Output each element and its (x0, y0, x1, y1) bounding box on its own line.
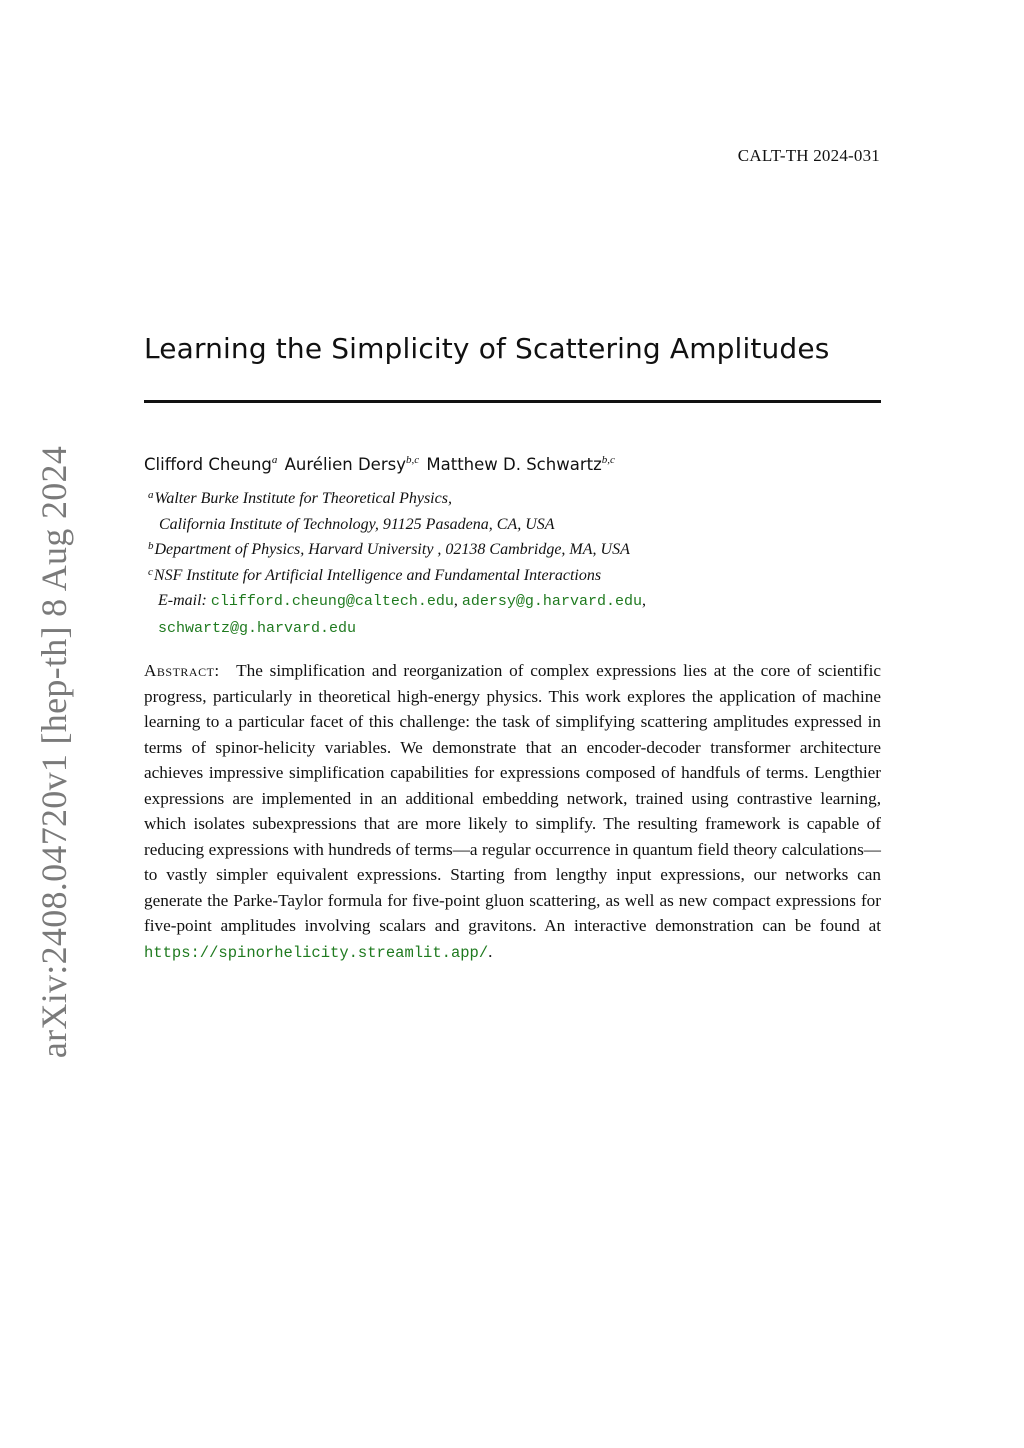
arxiv-identifier-stamp: arXiv:2408.04720v1 [hep-th] 8 Aug 2024 (34, 445, 74, 1059)
affiliation-mark: c (148, 565, 153, 578)
affiliation-text: California Institute of Technology, 91125 Pasadena, CA, USA (159, 515, 555, 533)
affiliation-text: NSF Institute for Artificial Intelligence and Fundamental Interactions (153, 566, 602, 584)
author-schwartz (426, 455, 615, 474)
affiliation-text: Walter Burke Institute for Theoretical Physics, (154, 490, 452, 507)
affiliations (148, 486, 630, 588)
email-label: E-mail: (158, 592, 207, 609)
author-list (144, 455, 617, 474)
author-affil-mark: b,c (405, 454, 420, 466)
author-cheung (144, 455, 277, 474)
affiliation-text: Department of Physics, Harvard University , 02138 Cambridge, MA, USA (154, 541, 630, 558)
abstract-label: Abstract: (144, 661, 220, 680)
paper-title: Learning the Simplicity of Scattering Amplitudes (144, 331, 830, 365)
affiliation-c (148, 563, 630, 589)
demo-link[interactable]: https://spinorhelicity.streamlit.app/ (144, 944, 489, 963)
email-link-cheung[interactable]: clifford.cheung@caltech.edu (210, 593, 454, 610)
email-block (158, 588, 646, 642)
author-name: Aurélien Dersy (284, 455, 406, 474)
email-link-schwartz[interactable]: schwartz@g.harvard.edu (158, 620, 357, 637)
author-name: Clifford Cheung (144, 455, 272, 474)
email-line-2 (158, 615, 646, 642)
title-divider (144, 400, 881, 403)
author-name: Matthew D. Schwartz (426, 455, 602, 474)
affiliation-mark: a (148, 489, 154, 501)
affiliation-a (148, 486, 630, 512)
abstract-text: The simplification and reorganization of complex expressions lies at the core of scientific progress, particularly in theoretical high-energy physics. This work explores the application of machine learning to a particular facet of this challenge: the task of simplifying scattering amplitudes expressed in terms of spinor-helicity variables. We demonstrate that an encoder-decoder transformer architecture achieves impressive simplification capabilities for expressions composed of handfuls of terms. Lengthier expressions are implemented in an additional embedding network, trained using contrastive learning, which isolates subexpressions that are more likely to simplify. The resulting framework is capable of reducing expressions with hundreds of terms—a regular occurrence in quantum field theory calculations—to vastly simpler equivalent expressions. Starting from lengthy input expressions, our networks can generate the Parke-Taylor formula for five-point gluon scattering, as well as new compact expressions for five-point amplitudes involving scalars and gravitons. An interactive demonstration can be found at (144, 661, 881, 936)
report-number: CALT-TH 2024-031 (737, 146, 880, 165)
affiliation-mark: b (148, 540, 154, 552)
author-affil-mark: b,c (601, 454, 615, 466)
author-affil-mark: a (271, 454, 278, 466)
email-line-1: E-mail: clifford.cheung@caltech.edu, adersy@g.harvard.edu, (158, 592, 646, 610)
abstract: Abstract: The simplification and reorganization of complex expressions lies at the core of scientific progress, particularly in theoretical high-energy physics. This work explores the application of machine learning to a particular facet of this challenge: the task of simplifying scattering amplitudes expressed in terms of spinor-helicity variables. We demonstrate that an encoder-decoder transformer architecture achieves impressive simplification capabilities for expressions composed of handfuls of terms. Lengthier expressions are implemented in an additional embedding network, trained using contrastive learning, which isolates subexpressions that are more likely to simplify. The resulting framework is capable of reducing expressions with hundreds of terms—a regular occurrence in quantum field theory calculations—to vastly simpler equivalent expressions. Starting from lengthy input expressions, our networks can generate the Parke-Taylor formula for five-point gluon scattering, as well as new compact expressions for five-point amplitudes involving scalars and gravitons. An interactive demonstration can be found at https://spinorhelicity.streamlit.app/. (144, 661, 881, 963)
author-dersy (285, 455, 419, 474)
affiliation-a-continued (148, 512, 630, 538)
affiliation-b (148, 537, 630, 563)
email-link-dersy[interactable]: adersy@g.harvard.edu (461, 593, 642, 610)
